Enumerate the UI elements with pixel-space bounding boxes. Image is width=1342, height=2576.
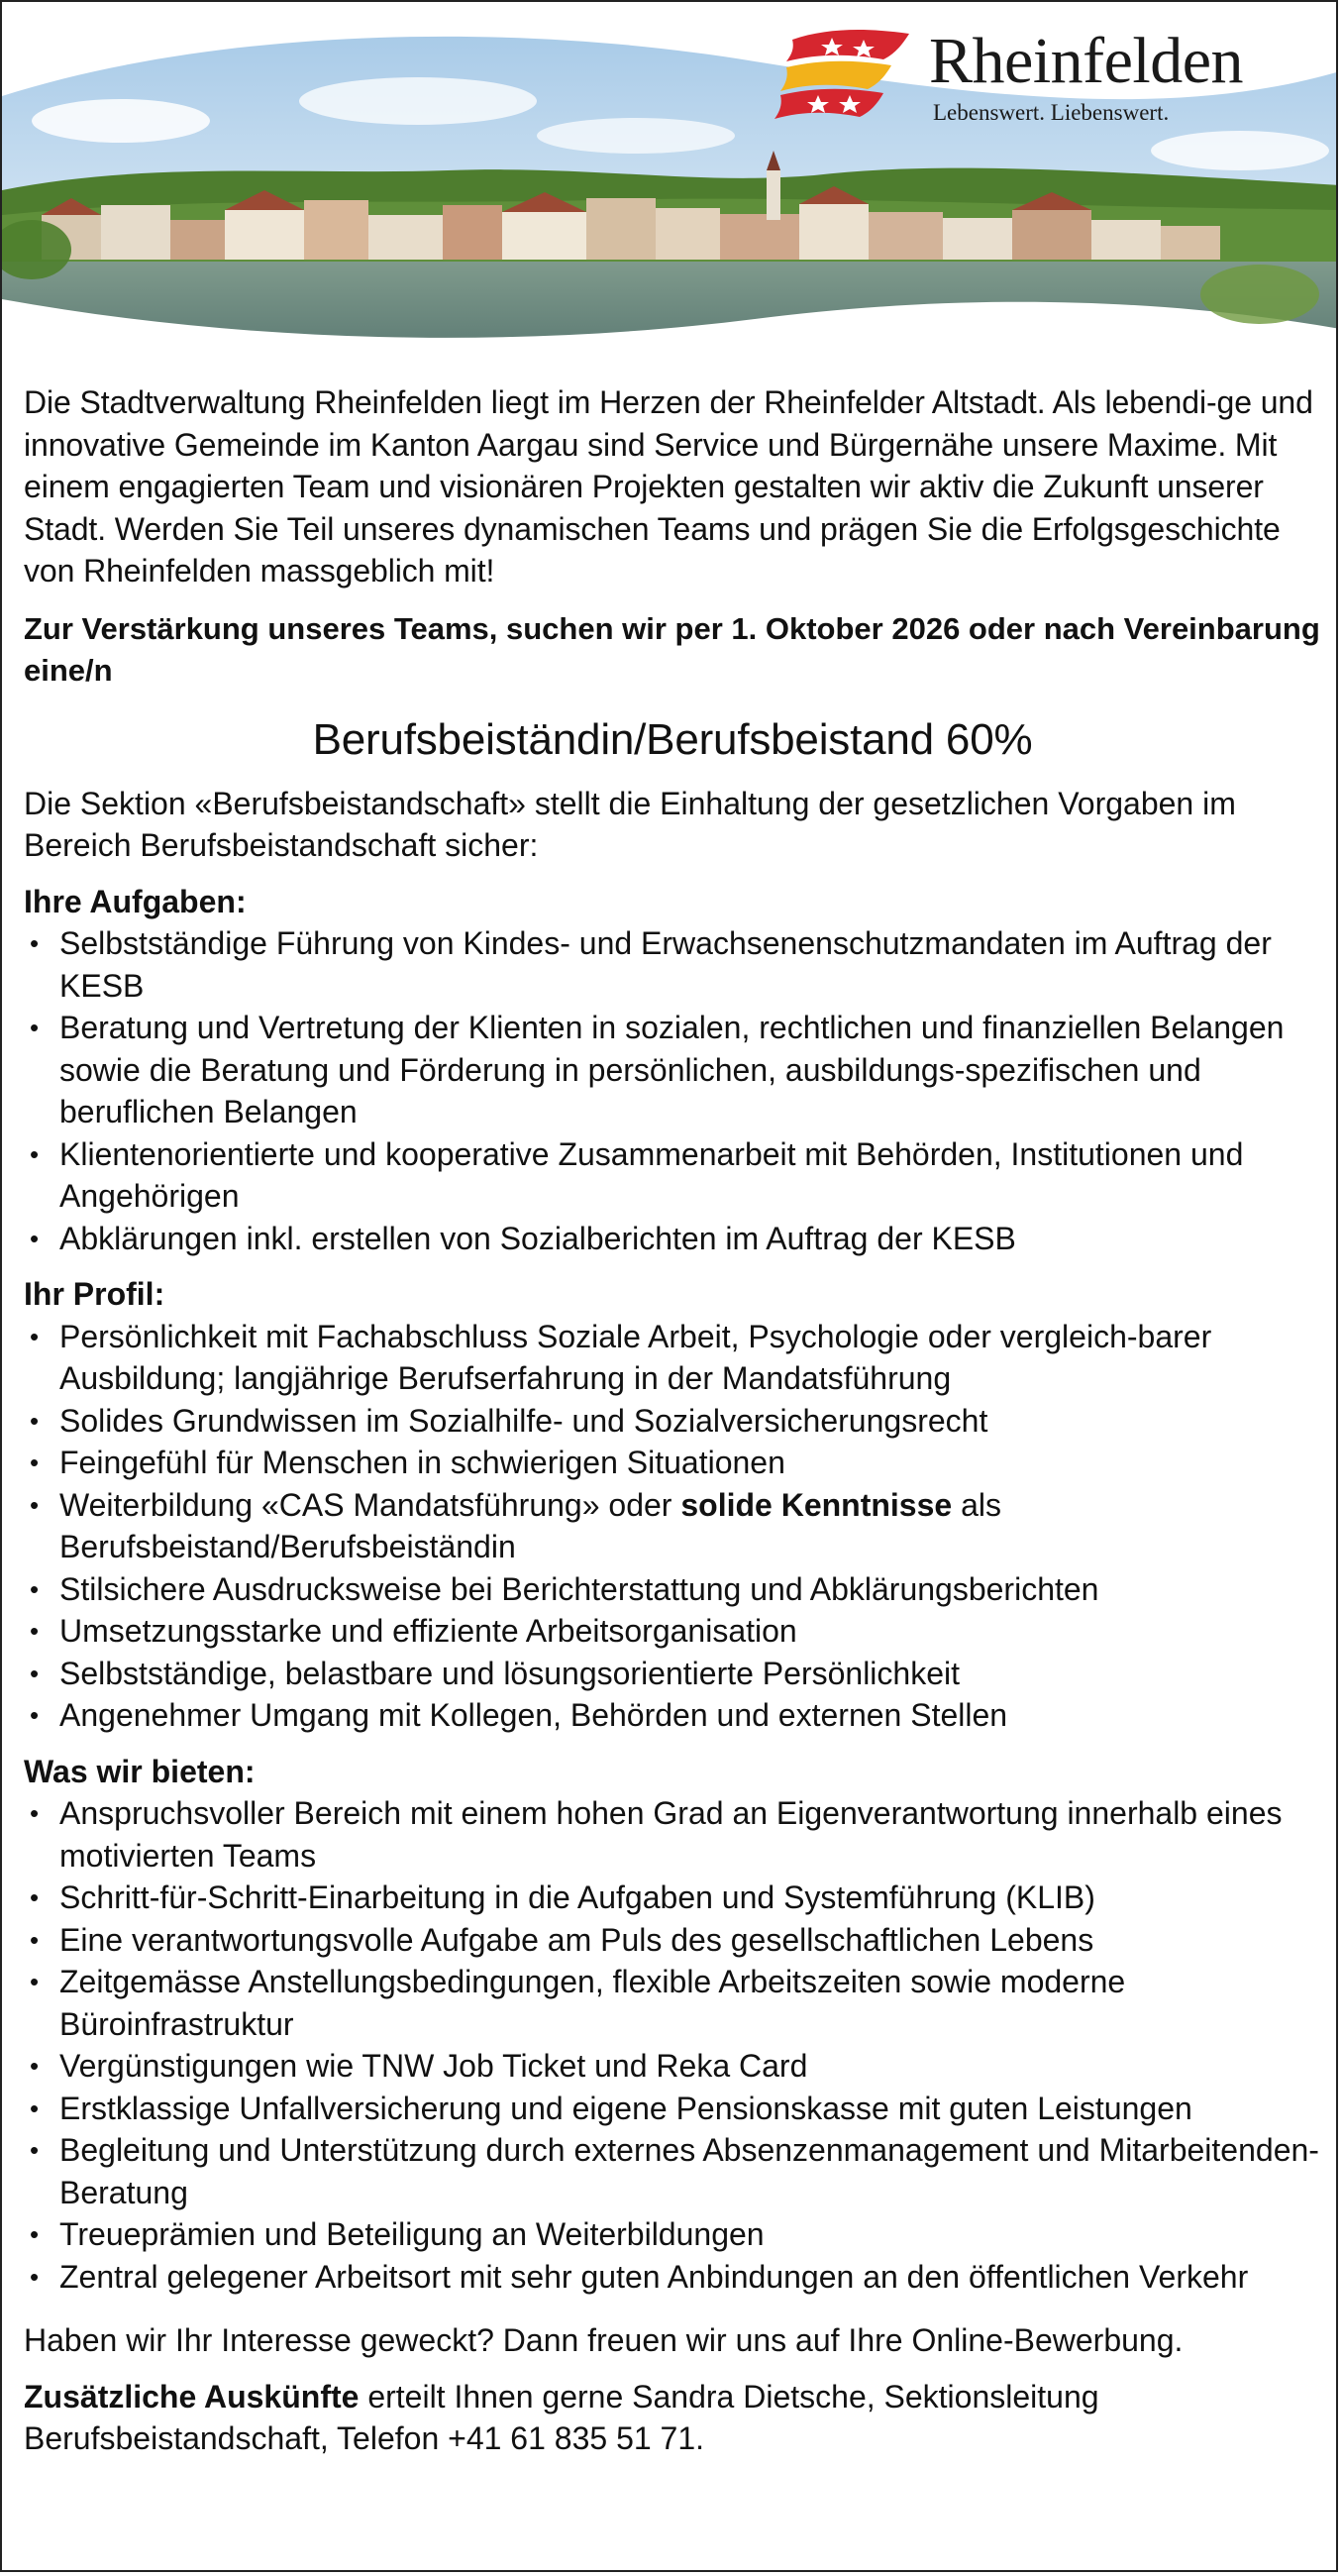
profile-item: • Selbstständige, belastbare und lösungsorientierte Persönlichkeit [24, 1653, 1321, 1695]
contact-label: Zusätzliche Auskünfte [24, 2378, 360, 2415]
profile-item [24, 1484, 1321, 1568]
offer-item: • Vergünstigungen wie TNW Job Ticket und Reka Card [24, 2045, 1321, 2088]
offer-item: • Zeitgemässe Anstellungsbedingungen, flexible Arbeitszeiten sowie moderne Büroinfrastruktur [24, 1961, 1321, 2045]
intro-paragraph: Die Stadtverwaltung Rheinfelden liegt im Herzen der Rheinfelder Altstadt. Als lebendi-ge und innovative Gemeinde im Kanton Aargau sind Service und Bürgernähe unsere Maxime. Mit einem engagierten Team und visionären Projekten gestalten wir aktiv die Zukunft unserer Stadt. Werden Sie Teil unseres dynamischen Teams und prägen Sie die Erfolgsgeschichte von Rheinfelden massgeblich mit! [24, 384, 1313, 589]
profile-item: • Umsetzungsstarke und effiziente Arbeitsorganisation [24, 1610, 1321, 1653]
profile-item-text: Weiterbildung «CAS Mandatsführung» oder [59, 1486, 681, 1523]
profile-item-text: als Berufsbeistand/Berufsbeiständin [59, 1486, 1001, 1564]
profile-heading: Ihr Profil: [24, 1276, 165, 1312]
header-banner [2, 2, 1338, 367]
offer-item: • Zentral gelegener Arbeitsort mit sehr guten Anbindungen an den öffentlichen Verkehr [24, 2256, 1321, 2299]
offer-item: • Treueprämien und Beteiligung an Weiterbildungen [24, 2213, 1321, 2256]
task-item: • Selbstständige Führung von Kindes- und Erwachsenenschutzmandaten im Auftrag der KESB [24, 922, 1321, 1007]
ad-content [24, 381, 1321, 2460]
profile-item: • Angenehmer Umgang mit Kollegen, Behörden und externen Stellen [24, 1694, 1321, 1737]
task-item: • Abklärungen inkl. erstellen von Sozialberichten im Auftrag der KESB [24, 1218, 1321, 1260]
rheinfelden-logo[interactable] [773, 24, 1288, 133]
tasks-list [24, 922, 1321, 1259]
profile-item-bold: solide Kenntnisse [680, 1486, 953, 1523]
logo-name: Rheinfelden [929, 25, 1244, 97]
offer-item: • Erstklassige Unfallversicherung und eigene Pensionskasse mit guten Leistungen [24, 2088, 1321, 2130]
profile-item: • Solides Grundwissen im Sozialhilfe- und Sozialversicherungsrecht [24, 1400, 1321, 1443]
closing-text: Haben wir Ihr Interesse geweckt? Dann freuen wir uns auf Ihre Online-Bewerbung. [24, 2322, 1184, 2358]
lead-text: Zur Verstärkung unseres Teams, suchen wir per 1. Oktober 2026 oder nach Vereinbarung eine/n [24, 610, 1320, 688]
tasks-heading: Ihre Aufgaben: [24, 883, 247, 919]
rheinfelden-coat-of-arms-icon [773, 28, 921, 123]
offer-item: • Anspruchsvoller Bereich mit einem hohen Grad an Eigenverantwortung innerhalb eines motivierten Teams [24, 1792, 1321, 1877]
task-item: • Klientenorientierte und kooperative Zusammenarbeit mit Behörden, Institutionen und Angehörigen [24, 1133, 1321, 1218]
offer-list [24, 1792, 1321, 2298]
contact-info [24, 2376, 1321, 2460]
offer-item: • Schritt-für-Schritt-Einarbeitung in die Aufgaben und Systemführung (KLIB) [24, 1877, 1321, 1919]
profile-item: • Persönlichkeit mit Fachabschluss Soziale Arbeit, Psychologie oder vergleich-barer Ausbildung; langjährige Berufserfahrung in der Mandatsführung [24, 1316, 1321, 1400]
offer-item: • Eine verantwortungsvolle Aufgabe am Puls des gesellschaftlichen Lebens [24, 1919, 1321, 1962]
job-title: Berufsbeiständin/Berufsbeistand 60% [312, 714, 1033, 764]
task-item: • Beratung und Vertretung der Klienten in sozialen, rechtlichen und finanziellen Belangen sowie die Beratung und Förderung in persönlichen, ausbildungs-spezifischen und beruflichen Belangen [24, 1007, 1321, 1133]
logo-tagline: Lebenswert. Liebenswert. [933, 100, 1170, 125]
section-description: Die Sektion «Berufsbeistandschaft» stellt die Einhaltung der gesetzlichen Vorgaben im Bereich Berufsbeistandschaft sicher: [24, 785, 1236, 863]
profile-list [24, 1316, 1321, 1737]
profile-item: • Feingefühl für Menschen in schwierigen Situationen [24, 1442, 1321, 1484]
profile-item: • Stilsichere Ausdrucksweise bei Berichterstattung und Abklärungsberichten [24, 1568, 1321, 1611]
offer-item: • Begleitung und Unterstützung durch externes Absenzenmanagement und Mitarbeitenden-Beratung [24, 2129, 1321, 2213]
offer-heading: Was wir bieten: [24, 1753, 256, 1789]
contact-text: erteilt Ihnen gerne Sandra Dietsche, Sektionsleitung Berufsbeistandschaft, Telefon +41 61 835 51 71. [24, 2378, 1099, 2456]
